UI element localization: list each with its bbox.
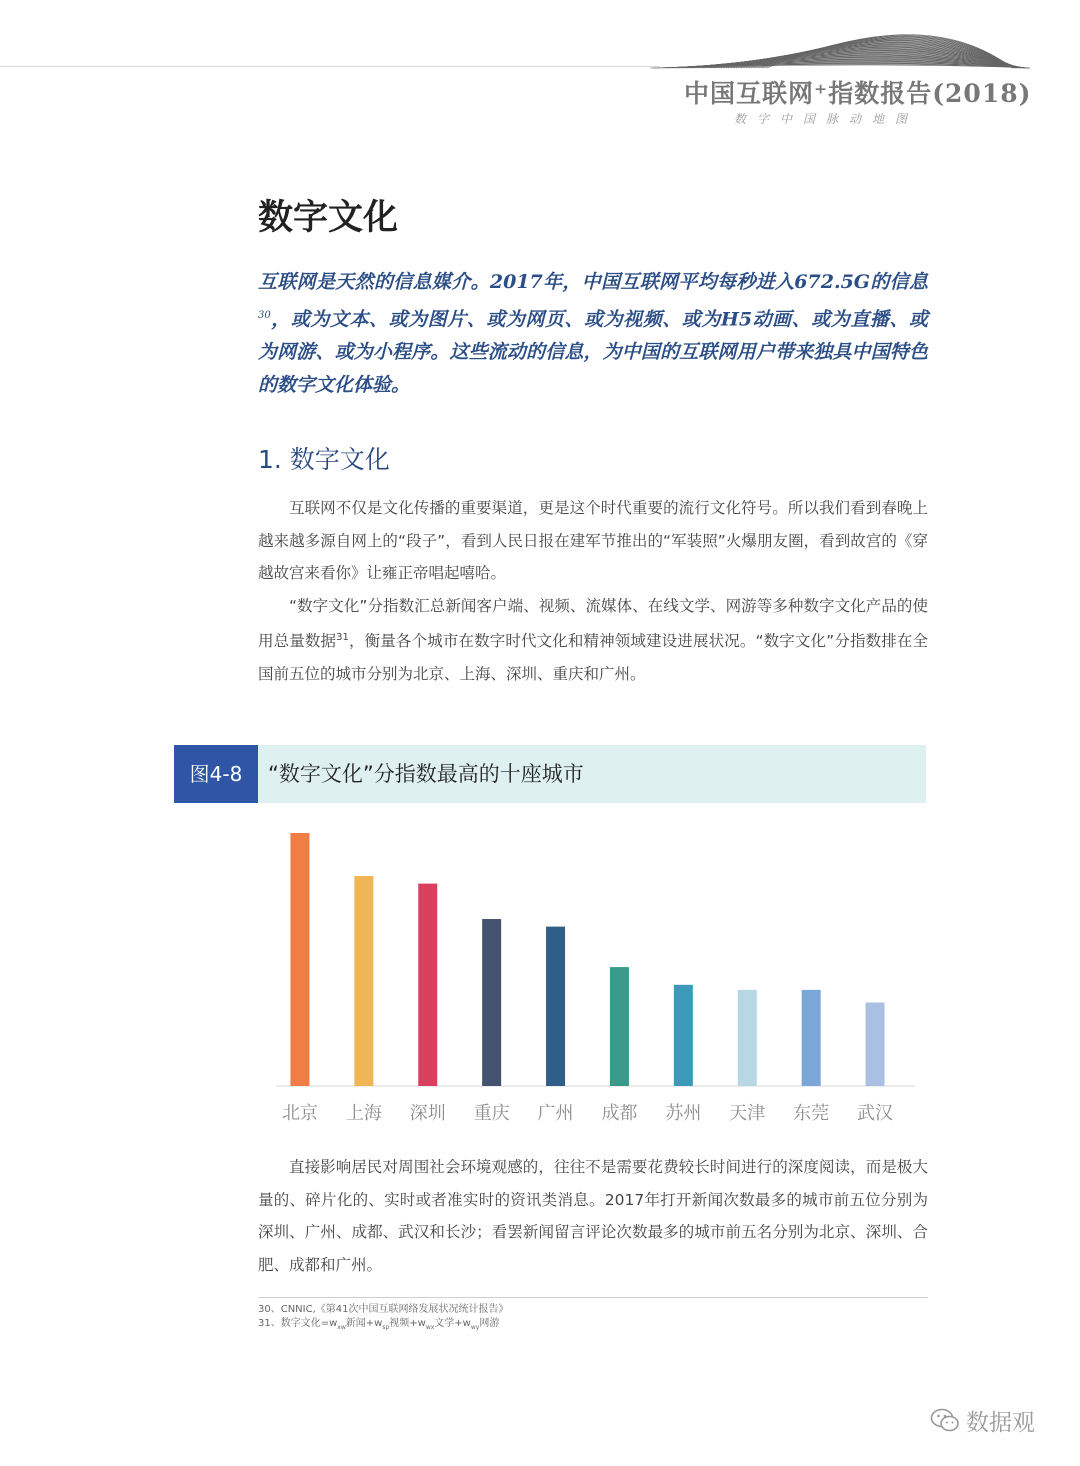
bar-5 [546, 927, 565, 1086]
x-tick-label: 深圳 [409, 1103, 446, 1124]
footnote-31-sub: wx [425, 1324, 435, 1331]
footnote-ref-30: 30 [258, 310, 271, 321]
lead-text-2: ，或为文本、或为图片、或为网页、或为视频、或为H5动画、或为直播、或为网游、或为小程序。这些流动的信息，为中国的互联网用户带来独具中国特色的数字文化体验。 [258, 308, 928, 397]
body-text-bottom [258, 1151, 928, 1281]
x-tick-label: 东莞 [793, 1103, 830, 1124]
footnote-31-text: 视频+w [389, 1318, 426, 1329]
report-title: 中国互联网⁺指数报告(2018) [684, 79, 1032, 108]
footnote-31 [258, 1317, 509, 1335]
footnote-31-text: 新闻+w [345, 1318, 383, 1329]
figure-title: “数字文化”分指数最高的十座城市 [268, 762, 584, 786]
x-tick-label: 苏州 [665, 1103, 702, 1124]
footnote-31-sub: wy [470, 1324, 480, 1331]
bar-7 [674, 985, 693, 1086]
wechat-icon [930, 1407, 960, 1433]
figure-header [174, 745, 926, 803]
paragraph-2-text-b: ，衡量各个城市在数字时代文化和精神领域建设进展状况。“数字文化”分指数排在全国前五位的城市分别为北京、上海、深圳、重庆和广州。 [258, 632, 928, 683]
section-title: 数字文化 [258, 198, 399, 238]
bar-3 [418, 884, 437, 1086]
bar-chart [260, 820, 930, 1140]
x-tick-label: 武汉 [857, 1103, 894, 1124]
footnotes [258, 1303, 509, 1335]
footnote-31-text: 网游 [479, 1318, 500, 1329]
body-text-top [258, 492, 928, 690]
watermark-text: 数据观 [966, 1409, 1035, 1436]
footnote-rule [258, 1297, 928, 1298]
watermark [930, 1400, 1035, 1440]
header-rule [0, 66, 660, 67]
x-tick-label: 成都 [601, 1103, 638, 1124]
paragraph-3: 直接影响居民对周围社会环境观感的，往往不是需要花费较长时间进行的深度阅读，而是极大量的、碎片化的、实时或者准实时的资讯类消息。2017年打开新闻次数最多的城市前五位分别为深圳、广州、成都、武汉和长沙；看罢新闻留言评论次数最多的城市前五名分别为北京、深圳、合肥、成都和广州。 [258, 1158, 928, 1274]
paragraph-1: 互联网不仅是文化传播的重要渠道，更是这个时代重要的流行文化符号。所以我们看到春晚上越来越多源自网上的“段子”，看到人民日报在建军节推出的“军装照”火爆朋友圈，看到故宫的《穿越故宫来看你》让雍正帝唱起嘻哈。 [258, 499, 928, 582]
bar-8 [738, 990, 757, 1086]
lead-paragraph [258, 266, 928, 402]
figure-number: 图4-8 [174, 745, 258, 803]
bar-1 [290, 833, 309, 1086]
header-decoration [640, 0, 1040, 70]
bar-9 [802, 990, 821, 1086]
subsection-title: 1. 数字文化 [258, 445, 390, 474]
bar-2 [354, 876, 373, 1086]
bar-4 [482, 919, 501, 1086]
footnote-31-sub: xw [337, 1324, 346, 1331]
lead-text-1: 互联网是天然的信息媒介。2017年，中国互联网平均每秒进入672.5G的信息 [258, 271, 928, 293]
bar-10 [866, 1003, 885, 1086]
footnote-ref-31: 31 [336, 632, 349, 643]
paragraph-2 [258, 590, 928, 691]
x-tick-label: 重庆 [473, 1103, 510, 1124]
x-tick-label: 北京 [281, 1103, 318, 1124]
x-tick-label: 广州 [537, 1103, 574, 1124]
footnote-30: 30、CNNIC,《第41次中国互联网络发展状况统计报告》 [258, 1304, 509, 1315]
bar-6 [610, 967, 629, 1086]
x-tick-label: 上海 [345, 1103, 382, 1124]
footnote-31-sub: sp [382, 1324, 390, 1331]
report-subtitle: 数字中国脉动地图 [734, 112, 919, 126]
footnote-31-text: 文学+w [434, 1318, 471, 1329]
footnote-31-text: 31、数字文化=w [258, 1318, 338, 1329]
paragraph-2-text-a: “数字文化”分指数汇总新闻客户端、视频、流媒体、在线文学、网游等多种数字文化产品的使用总量数据 [258, 596, 928, 651]
x-tick-label: 天津 [729, 1103, 766, 1124]
